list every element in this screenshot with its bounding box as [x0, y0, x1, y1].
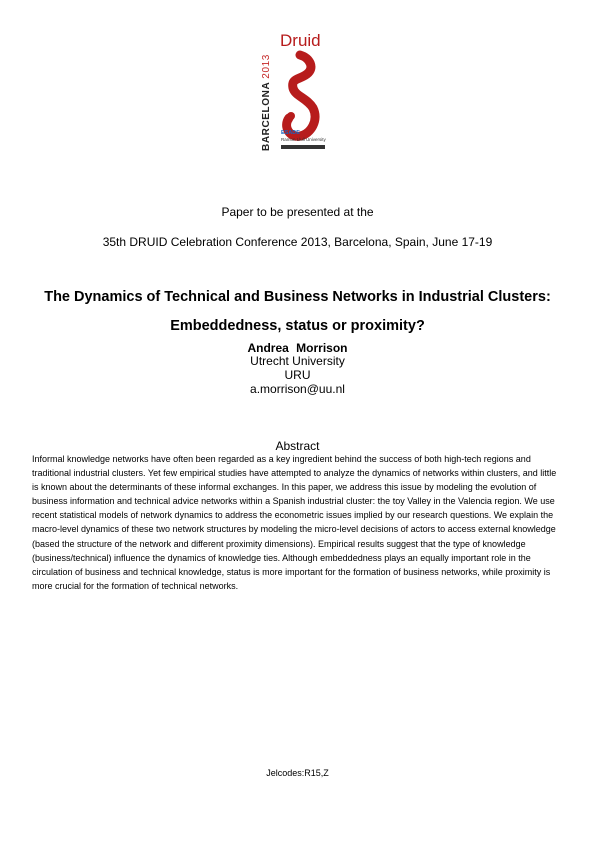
logo-bar [281, 145, 325, 149]
logo-brand: Druid [280, 31, 321, 50]
paper-title-line2: Embeddedness, status or proximity? [170, 318, 425, 334]
paper-title-line1: The Dynamics of Technical and Business Networks in Industrial Clusters: [44, 289, 551, 305]
abstract-heading: Abstract [275, 439, 320, 453]
logo-city-year [261, 54, 273, 151]
author-email[interactable]: a.morrison@uu.nl [250, 382, 345, 396]
affiliation-university: Utrecht University [250, 354, 345, 368]
conference-line: 35th DRUID Celebration Conference 2013, Barcelona, Spain, June 17-19 [102, 235, 493, 249]
presented-line: Paper to be presented at the [221, 205, 374, 219]
author-name: Andrea Morrison [247, 341, 348, 355]
abstract-body: Informal knowledge networks have often been regarded as a key ingredient behind the success of both high-tech regions and traditional industrial clusters. Yet few empirical studies have attempted to analyze the dynamics of networks within clusters, and little is known about the determinants of these informal exchanges. In this paper, we address this issue by modeling the evolution of business information and technical advice networks within a Spanish industrial cluster: the toy Valley in the Valencia region. We use recent statistical models of network dynamics to address the econometric issues implied by our research questions. We explain the macro-level dynamics of these two network structures by modeling the micro-level decisions of actors to access external knowledge (based the structure of the network and different proximity dimensions). Empirical results suggest that the type of knowledge (business/technical) influence the dynamics of knowledge ties. Although embeddedness plays an equally important role in the circulation of business and technical knowledge, status is more important for the formation of business networks, while proximity is more crucial for the formation of technical networks. [32, 454, 557, 591]
jel-codes: Jelcodes:R15,Z [266, 768, 329, 778]
logo-year: 2013 [261, 54, 272, 79]
logo-sub2: Ramon Llull University [281, 137, 326, 142]
affiliation-unit: URU [284, 368, 311, 382]
logo-sub1: ESADE [281, 130, 300, 136]
logo-city: BARCELONA [261, 81, 272, 151]
